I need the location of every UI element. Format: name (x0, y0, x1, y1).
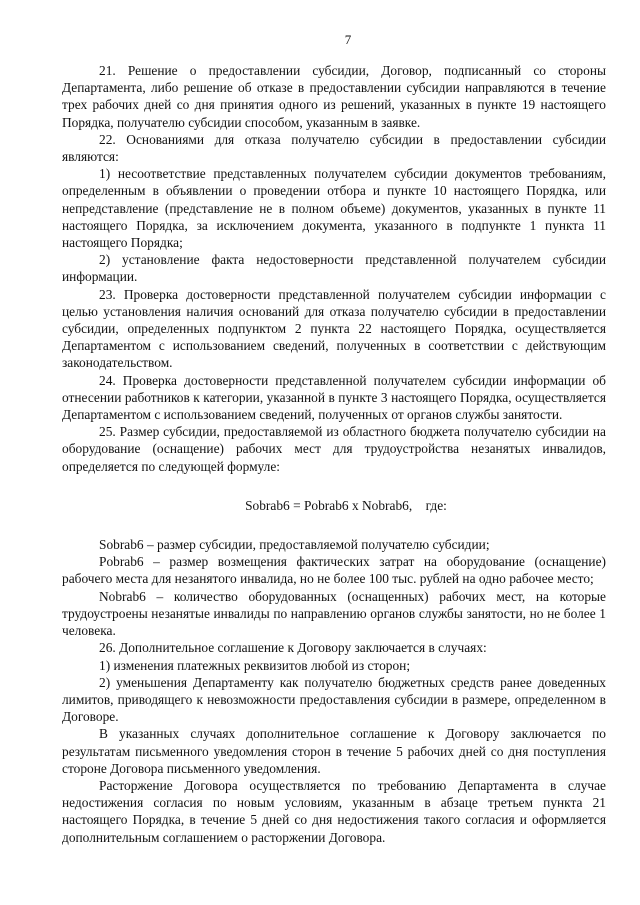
paragraph-22: 22. Основаниями для отказа получателю субсидии в предоставлении субсидии являются: (62, 131, 606, 165)
paragraph-termination: Расторжение Договора осуществляется по требованию Департамента в случае недостижения согласия по новым условиям, указанным в абзаце третьем пункта 21 настоящего Порядка, в течение 5 дней со дня недостижения такого согласия и оформляется дополнительным соглашением о расторжении Договора. (62, 777, 606, 845)
paragraph-24: 24. Проверка достоверности представленной получателем субсидии информации об отнесении работников к категории, указанной в пункте 3 настоящего Порядка, осуществляется Департаментом с использованием сведений, полученных от органов службы занятости. (62, 372, 606, 423)
paragraph-22-item-1: 1) несоответствие представленных получателем субсидии документов требованиям, определенным в объявлении о проведении отбора и пункте 10 настоящего Порядка, или непредставление (представление не в полном объеме) документов, указанных в пункте 11 настоящего Порядка, за исключением документа, указанного в подпункте 1 пункта 11 настоящего Порядка; (62, 166, 606, 251)
paragraph-21: 21. Решение о предоставлении субсидии, Договор, подписанный со стороны Департамента, либо решение об отказе в предоставлении субсидии направляются в течение трех рабочих дней со дня принятия одного из решений, указанных в пункте 19 настоящего Порядка, получателю субсидии способом, указанным в заявке. (62, 63, 606, 130)
paragraph-23: 23. Проверка достоверности представленной получателем субсидии информации с целью установления наличия оснований для отказа получателю субсидии в предоставлении субсидии, определенных подпунктом 2 пункта 22 настоящего Порядка, осуществляется Департаментом с использованием сведений, полученных в соответствии с действующим законодательством. (62, 286, 606, 371)
paragraph-25: 25. Размер субсидии, предоставляемой из областного бюджета получателю субсидии на оборудование (оснащение) рабочих мест для трудоустройства незанятых инвалидов, определяется по следующей формуле: (62, 424, 606, 474)
paragraph-26-item-1: 1) изменения платежных реквизитов любой из сторон; (99, 657, 411, 673)
paragraph-26-item-2: 2) уменьшения Департаменту как получателю бюджетных средств ранее доведенных лимитов, приводящего к невозможности предоставления субсидии в размере, определенном в Договоре. (62, 674, 606, 725)
formula-definition-pobrab: Pobrab6 – размер возмещения фактических затрат на оборудование (оснащение) рабочего места для незанятого инвалида, но не более 100 тыс. рублей на одно рабочее место; (62, 554, 606, 587)
formula-definition-nobrab: Nobrab6 – количество оборудованных (оснащенных) рабочих мест, на которые трудоустроены незанятые инвалиды по направлению органов службы занятости, но не более 1 человека. (62, 588, 606, 639)
paragraph-agreement-terms: В указанных случаях дополнительное соглашение к Договору заключается по результатам письменного уведомления сторон в течение 5 рабочих дней со дня поступления стороне Договора письменного уведомления. (62, 726, 606, 776)
page-number: 7 (344, 32, 352, 47)
formula-definition-sobrab: Sobrab6 – размер субсидии, предоставляемой получателю субсидии; (99, 537, 490, 553)
subsidy-formula: Sobrab6 = Pobrab6 x Nobrab6, где: (245, 497, 447, 513)
paragraph-26: 26. Дополнительное соглашение к Договору заключается в случаях: (99, 640, 487, 656)
paragraph-22-item-2: 2) установление факта недостоверности представленной получателем субсидии информации. (62, 252, 606, 285)
